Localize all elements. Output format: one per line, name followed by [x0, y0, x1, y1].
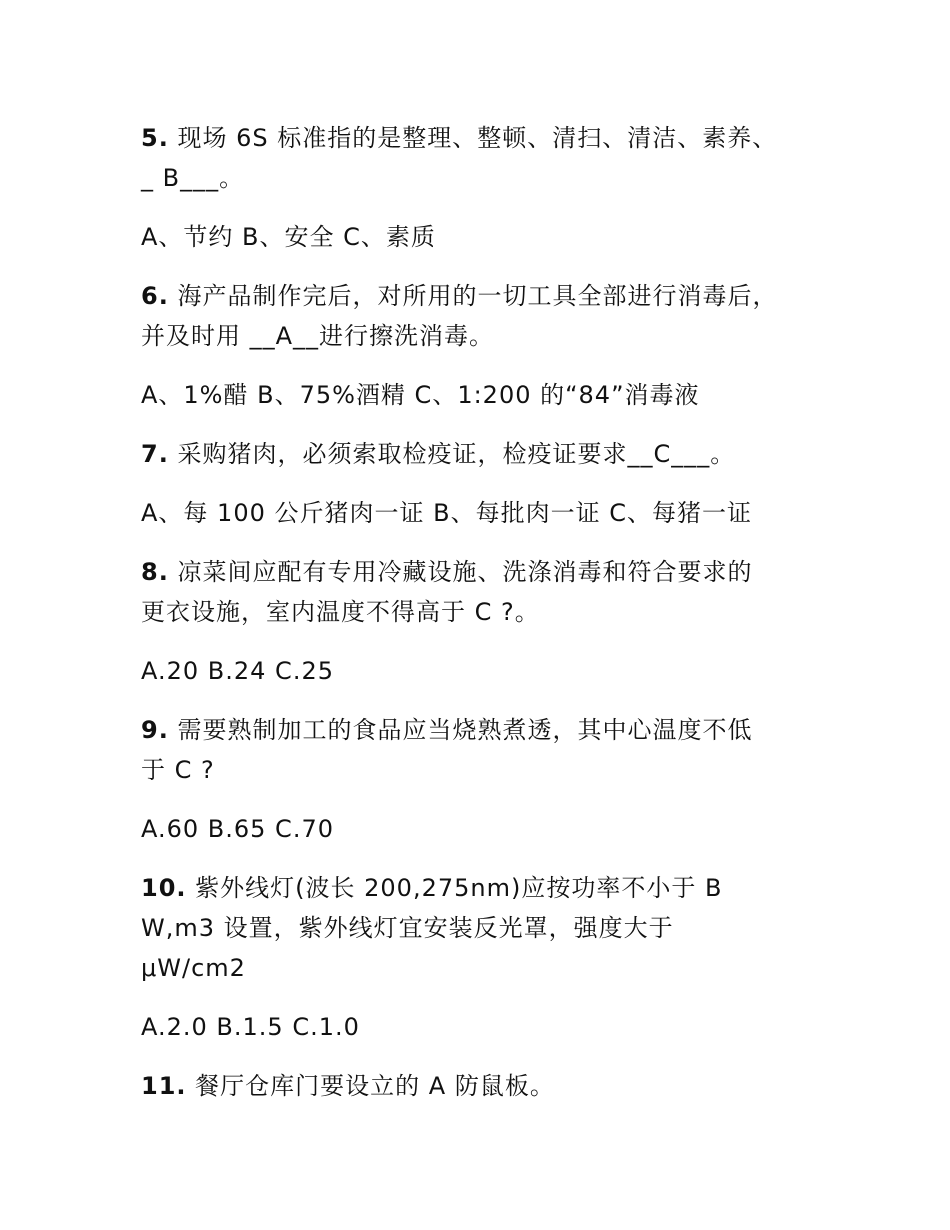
question-line — [141, 908, 850, 948]
question-number: 8. — [141, 558, 169, 586]
question-text: 海产品制作完后，对所用的一切工具全部进行消毒后， — [168, 282, 778, 310]
question-line — [141, 434, 850, 474]
options-line: A、1%醋 B、75%酒精 C、1:200 的“84”消毒液 — [141, 381, 700, 409]
question-text: 凉菜间应配有专用冷藏设施、洗涤消毒和符合要求的 — [168, 558, 753, 586]
question-line — [141, 750, 850, 790]
question-line — [141, 552, 850, 592]
question-line — [141, 710, 850, 750]
options-line: A.20 B.24 C.25 — [141, 657, 334, 685]
question-8 — [141, 552, 850, 632]
question-text: _ B___。 — [141, 164, 245, 192]
question-number: 11. — [141, 1072, 187, 1100]
question-text: 于 C ? — [141, 756, 215, 784]
question-text: 餐厅仓库门要设立的 A 防鼠板。 — [186, 1072, 555, 1100]
question-number: 6. — [141, 282, 169, 310]
question-text: μW/cm2 — [141, 954, 246, 982]
question-5 — [141, 118, 850, 198]
question-text: 并及时用 __A__进行擦洗消毒。 — [141, 322, 495, 350]
question-10 — [141, 868, 850, 988]
question-number: 7. — [141, 440, 169, 468]
question-11 — [141, 1066, 850, 1106]
question-number: 10. — [141, 874, 187, 902]
question-text: W,m3 设置，紫外线灯宜安装反光罩，强度大于 — [141, 914, 674, 942]
question-line — [141, 948, 850, 988]
question-line — [141, 316, 850, 356]
question-line — [141, 592, 850, 632]
question-number: 9. — [141, 716, 169, 744]
question-text: 需要熟制加工的食品应当烧熟煮透，其中心温度不低 — [168, 716, 753, 744]
question-6 — [141, 276, 850, 356]
question-9 — [141, 710, 850, 790]
options-line: A、每 100 公斤猪肉一证 B、每批肉一证 C、每猪一证 — [141, 499, 752, 527]
question-line — [141, 1066, 850, 1106]
question-line — [141, 276, 850, 316]
options-line: A.60 B.65 C.70 — [141, 815, 334, 843]
question-line — [141, 868, 850, 908]
question-number: 5. — [141, 124, 169, 152]
question-text: 更衣设施，室内温度不得高于 C ?。 — [141, 598, 540, 626]
options-line: A.2.0 B.1.5 C.1.0 — [141, 1013, 360, 1041]
question-text: 采购猪肉，必须索取检疫证，检疫证要求__C___。 — [168, 440, 736, 468]
question-7 — [141, 434, 850, 474]
question-text: 紫外线灯(波长 200,275nm)应按功率不小于 B — [186, 874, 723, 902]
question-line — [141, 118, 850, 158]
options-line: A、节约 B、安全 C、素质 — [141, 223, 436, 251]
question-text: 现场 6S 标准指的是整理、整顿、清扫、清洁、素养、 — [168, 124, 778, 152]
question-line — [141, 158, 850, 198]
